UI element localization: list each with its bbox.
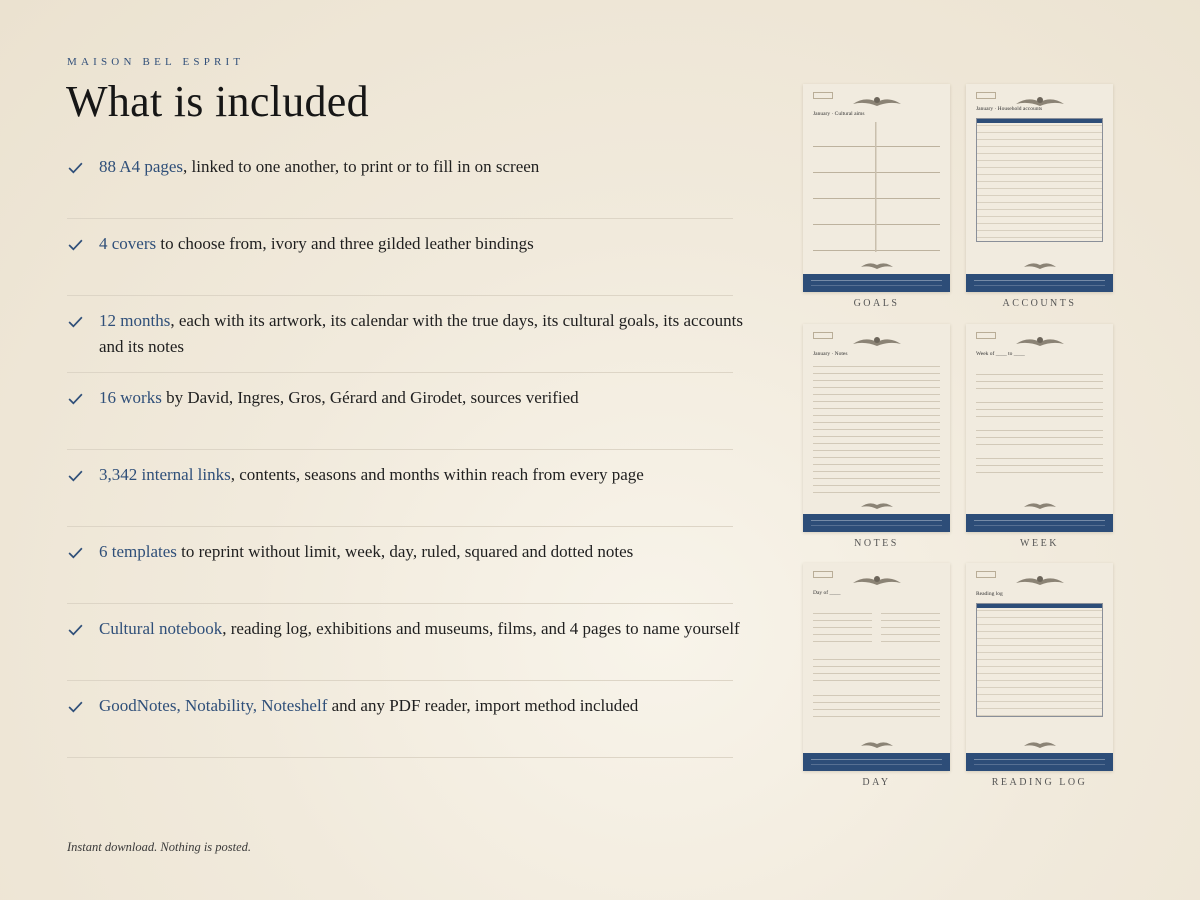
feature-item <box>67 219 733 296</box>
preview-page-title: Week of ____ to ____ <box>976 351 1025 357</box>
check-icon <box>67 313 84 330</box>
feature-highlight: 3,342 internal links <box>99 465 231 484</box>
ornament-icon <box>859 500 895 510</box>
goal-grid <box>813 122 940 252</box>
check-icon <box>67 621 84 638</box>
ruled-lines <box>813 607 872 647</box>
preview-accounts <box>966 84 1113 309</box>
page-tag <box>813 92 833 99</box>
feature-text <box>99 462 759 488</box>
preview-label: GOALS <box>853 298 900 309</box>
feature-item <box>67 450 733 527</box>
feature-description: by David, Ingres, Gros, Gérard and Girodet, sources verified <box>161 388 579 407</box>
ruled-lines <box>976 396 1103 418</box>
feature-item <box>67 296 743 373</box>
feature-highlight: Cultural notebook <box>99 619 223 638</box>
feature-text <box>99 616 759 642</box>
feature-description: , reading log, exhibitions and museums, films, and 4 pages to name yourself <box>222 619 740 638</box>
preview-page-title: January · Cultural aims <box>813 111 865 117</box>
page-tag <box>813 332 833 339</box>
check-icon <box>67 467 84 484</box>
ruled-lines <box>813 653 940 683</box>
preview-label: WEEK <box>1020 538 1059 549</box>
calendar-footer <box>966 274 1113 292</box>
feature-description: to choose from, ivory and three gilded leather bindings <box>156 234 534 253</box>
ornament-icon <box>1022 739 1058 749</box>
check-icon <box>67 390 84 407</box>
check-icon <box>67 159 84 176</box>
preview-page-title: Day of ____ <box>813 590 841 596</box>
preview-page-title: Reading log <box>976 591 1003 597</box>
preview-page <box>803 324 950 532</box>
feature-highlight: 6 templates <box>99 542 177 561</box>
preview-page <box>966 84 1113 292</box>
feature-item <box>67 527 733 604</box>
feature-item <box>67 373 733 450</box>
ruled-lines <box>976 452 1103 474</box>
ornament-icon <box>1022 500 1058 510</box>
feature-highlight: GoodNotes, Notability, Noteshelf <box>99 696 328 715</box>
feature-text <box>99 539 759 565</box>
preview-notes <box>803 324 950 549</box>
preview-page <box>803 84 950 292</box>
page-tag <box>976 332 996 339</box>
ornament-icon <box>1014 334 1066 348</box>
preview-page <box>803 563 950 771</box>
check-icon <box>67 544 84 561</box>
accounts-table <box>976 118 1103 242</box>
calendar-footer <box>803 274 950 292</box>
ruled-lines <box>881 607 940 647</box>
calendar-footer <box>803 514 950 532</box>
page-tag <box>976 92 996 99</box>
ornament-icon <box>859 739 895 749</box>
feature-highlight: 12 months <box>99 311 171 330</box>
ornament-icon <box>1014 573 1066 587</box>
ruled-lines <box>813 360 940 498</box>
check-icon <box>67 698 84 715</box>
preview-label: NOTES <box>854 538 899 549</box>
page-title: What is included <box>66 77 369 126</box>
preview-page-title: January · Household accounts <box>976 106 1043 112</box>
ornament-icon <box>859 260 895 270</box>
feature-text <box>99 385 759 411</box>
preview-week <box>966 324 1113 549</box>
preview-reading-log <box>966 563 1113 788</box>
preview-label: ACCOUNTS <box>1002 298 1077 309</box>
preview-page <box>966 563 1113 771</box>
ruled-lines <box>976 424 1103 446</box>
feature-item <box>67 681 733 758</box>
feature-highlight: 4 covers <box>99 234 157 253</box>
feature-item <box>67 604 740 681</box>
feature-description: to reprint without limit, week, day, ruled, squared and dotted notes <box>176 542 634 561</box>
ruled-lines <box>813 689 940 719</box>
feature-text <box>99 693 759 719</box>
ornament-icon <box>851 334 903 348</box>
preview-day <box>803 563 950 788</box>
ruled-lines <box>976 368 1103 390</box>
preview-label: DAY <box>862 777 891 788</box>
feature-description: , linked to one another, to print or to fill in on screen <box>183 157 540 176</box>
page-tag <box>813 571 833 578</box>
feature-description: and any PDF reader, import method included <box>327 696 639 715</box>
feature-highlight: 88 A4 pages <box>99 157 184 176</box>
calendar-footer <box>803 753 950 771</box>
calendar-footer <box>966 514 1113 532</box>
preview-label: READING LOG <box>991 777 1088 788</box>
feature-text <box>99 154 759 180</box>
ornament-icon <box>851 573 903 587</box>
feature-text <box>99 231 759 257</box>
feature-highlight: 16 works <box>99 388 162 407</box>
footnote: Instant download. Nothing is posted. <box>67 840 252 854</box>
ornament-icon <box>1022 260 1058 270</box>
feature-item <box>67 142 733 219</box>
page-tag <box>976 571 996 578</box>
preview-page <box>966 324 1113 532</box>
feature-list <box>67 142 743 758</box>
feature-description: , contents, seasons and months within reach from every page <box>230 465 644 484</box>
ornament-icon <box>851 94 903 108</box>
brand-name: MAISON BEL ESPRIT <box>67 56 245 68</box>
reading-table <box>976 603 1103 717</box>
preview-goals <box>803 84 950 309</box>
preview-page-title: January · Notes <box>813 351 848 357</box>
feature-text <box>99 308 759 360</box>
check-icon <box>67 236 84 253</box>
feature-description: , each with its artwork, its calendar with the true days, its cultural goals, its accounts and its notes <box>99 311 743 356</box>
calendar-footer <box>966 753 1113 771</box>
